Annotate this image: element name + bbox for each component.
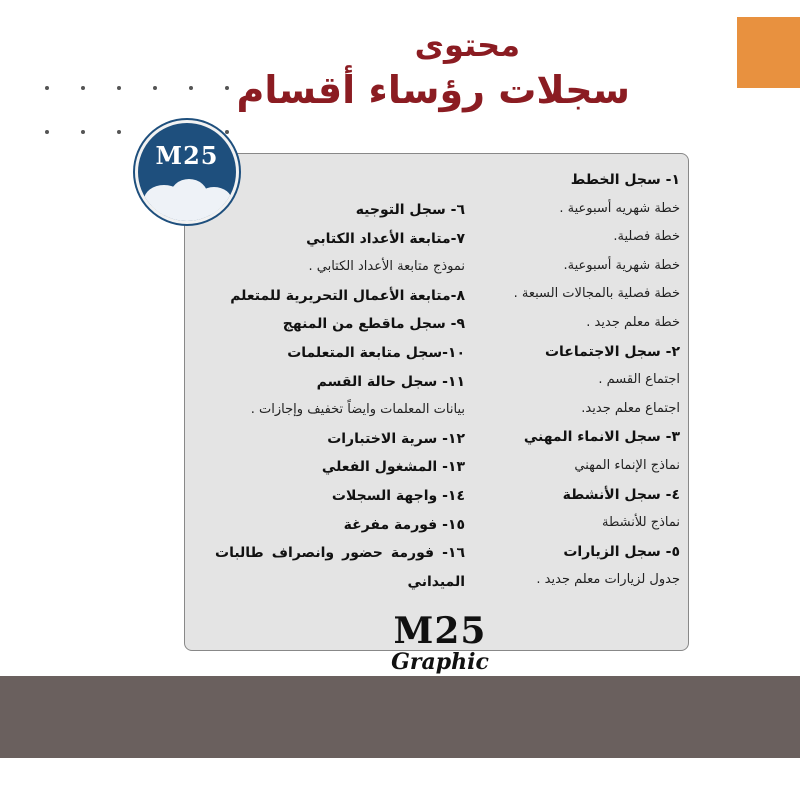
section-heading: ٣- سجل الانماء المهني — [523, 429, 680, 446]
list-item: اجتماع معلم جديد. — [581, 400, 680, 416]
dot — [117, 86, 121, 90]
section-heading: ٢- سجل الاجتماعات — [544, 343, 680, 360]
section-heading: ١٣- المشغول الفعلي — [321, 459, 465, 476]
left-column-list — [215, 196, 465, 596]
list-item: خطة شهريه أسبوعية . — [559, 200, 680, 216]
dot — [45, 86, 49, 90]
orange-accent-block — [737, 17, 800, 88]
section-heading: ١٠-سجل متابعة المتعلمات — [287, 344, 465, 361]
list-item: خطة فصلية. — [613, 229, 680, 245]
brand-m25-text: M25 — [393, 610, 487, 652]
list-item: خطة فصلية بالمجالات السبعة . — [513, 286, 680, 302]
page-title — [200, 24, 630, 114]
list-item: خطة شهرية أسبوعية. — [563, 257, 680, 273]
dot — [189, 86, 193, 90]
dot — [225, 130, 229, 134]
title-line-2: سجلات رؤساء أقسام — [236, 68, 630, 112]
dot — [153, 86, 157, 90]
dot — [81, 130, 85, 134]
section-heading: ١١- سجل حالة القسم — [316, 373, 465, 390]
list-item: خطة معلم جديد . — [586, 314, 680, 330]
list-item: جدول لزيارات معلم جديد . — [536, 572, 680, 588]
list-item: نموذج متابعة الأعداد الكتابي . — [308, 259, 465, 275]
section-heading: ١٥- فورمة مفرغة — [343, 516, 465, 533]
dot — [81, 86, 85, 90]
bottom-band — [0, 676, 800, 758]
section-heading: ١- سجل الخطط — [570, 172, 680, 188]
list-item: نماذج الإنماء المهني — [574, 457, 680, 473]
logo-text: M25 — [155, 141, 219, 170]
section-heading: ٩- سجل ماقطع من المنهج — [282, 316, 465, 333]
section-heading: ٦- سجل التوجيه — [355, 202, 465, 218]
right-column-list — [480, 166, 680, 595]
section-heading: الميداني — [407, 573, 465, 590]
list-item: نماذج للأنشطة — [602, 515, 680, 531]
list-item: اجتماع القسم . — [598, 372, 680, 388]
brand-graphic-text: Graphic — [391, 649, 489, 675]
dot — [225, 86, 229, 90]
section-heading: ٧-متابعة الأعداد الكتابي — [306, 230, 465, 247]
section-heading: ٨-متابعة الأعمال التحريرية للمتعلم — [230, 287, 465, 304]
dot — [117, 130, 121, 134]
section-heading: ٥- سجل الزيارات — [563, 543, 680, 560]
section-heading: ١٢- سرية الاختبارات — [327, 430, 465, 447]
brand-logo — [380, 612, 500, 674]
section-heading: ١٤- واجهة السجلات — [331, 487, 465, 504]
list-item: بيانات المعلمات وايضاً تخفيف وإجازات . — [250, 402, 465, 418]
section-heading: ٤- سجل الأنشطة — [562, 486, 680, 503]
title-line-1: محتوى — [414, 26, 520, 64]
dot — [45, 130, 49, 134]
section-heading: ١٦- فورمة حضور وانصراف طالبات — [215, 545, 465, 562]
